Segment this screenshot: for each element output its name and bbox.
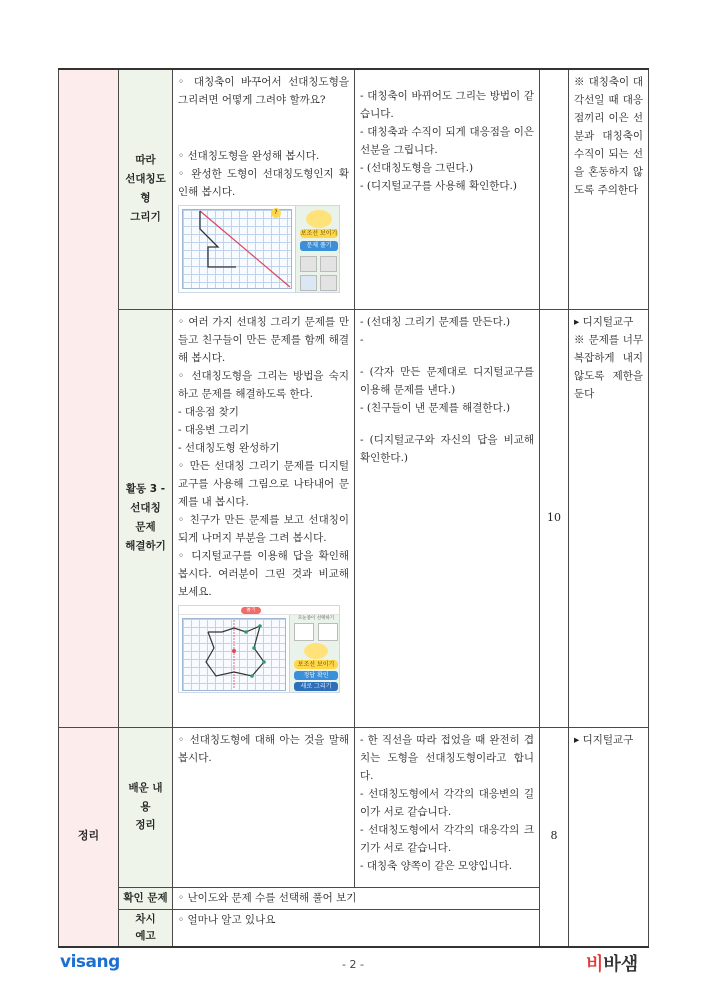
tool-side-panel — [295, 206, 340, 293]
activity-text: ◦ 친구가 만든 문제를 보고 선대칭이 되게 나머지 부분을 그려 봅시다. — [178, 514, 349, 545]
mode-pill[interactable]: 풀기 — [241, 607, 261, 614]
activity-text: ◦ 디지털교구를 이용해 답을 확인해 봅시다. 여러분이 그린 것과 비교해 보세요. — [178, 550, 349, 599]
activity-text: ◦ 선대칭도형에 대해 아는 것을 말해 봅시다. — [178, 733, 349, 764]
vertex-point[interactable] — [262, 660, 266, 664]
response-activity-3 — [355, 309, 540, 727]
note-text: ※ 문제를 너무 복잡하게 내지 않도록 제한을 둔다 — [574, 333, 643, 400]
note-text: ※ 대칭축이 대각선일 때 대응점끼리 이은 선분과 대칭축이 수직이 되는 선을 혼동하지 않도록 주의한다 — [574, 76, 643, 197]
tool-side-panel — [289, 615, 340, 693]
stage-summary: 정리 — [59, 727, 119, 947]
logo-text: 비 — [586, 954, 604, 975]
panel-title: 모눈종이 선택하기 — [297, 616, 335, 622]
sub-line: 선대칭도형 — [125, 173, 166, 205]
response-text: - (친구들이 낸 문제를 해결한다.) — [360, 401, 511, 414]
logo-text: visang — [60, 952, 120, 972]
sub-line: 따라 — [135, 154, 156, 167]
diagonal-axis-line — [200, 211, 290, 287]
response-text: - (선대칭 그리기 문제를 만든다.) — [360, 315, 511, 328]
activity-preview — [173, 909, 540, 947]
step-item: - 대응변 그리기 — [178, 423, 250, 436]
check-answer-button[interactable]: 정답 확인 — [294, 671, 338, 680]
sub-line: 그리기 — [130, 211, 161, 224]
response-text: - 대칭축이 바뀌어도 그리는 방법이 같습니다. — [360, 90, 534, 121]
activity-text: ◦ 대칭축이 바꾸어서 선대칭도형을 그리려면 어떻게 그려야 할까요? — [178, 76, 349, 107]
sub-line: 배운 내용 — [128, 781, 163, 813]
problem-drawing — [182, 618, 286, 691]
vertex-point[interactable] — [252, 646, 256, 650]
sub-line: 해결하기 — [125, 539, 166, 552]
lesson-plan-table — [58, 68, 649, 948]
note-summary — [569, 727, 649, 947]
sub-line: 선대칭 문제 — [130, 502, 161, 533]
response-text: - (선대칭도형을 그린다.) — [360, 162, 474, 175]
tool-header — [179, 606, 340, 615]
response-text: - 대칭축과 수직이 되게 대응점을 이은 선분을 그립니다. — [360, 126, 534, 157]
activity-draw — [173, 69, 355, 309]
center-point — [232, 649, 236, 653]
stage-cell-development — [59, 69, 119, 727]
screenshot-problem-tool — [178, 605, 340, 693]
row-draw-symmetric — [59, 69, 649, 309]
activity-text: ◦ 만든 선대칭 그리기 문제를 디지털교구를 사용해 그림으로 나타내어 문제를 내 봅시다. — [178, 459, 349, 508]
activity-text: ◦ 난이도와 문제 수를 선택해 풀어 보기 — [178, 891, 357, 904]
sub-line: 차시 — [135, 912, 156, 925]
response-text: - (각자 만든 문제대로 디지털교구를 이용해 문제를 낸다.) — [360, 365, 534, 396]
sub-line: 예고 — [135, 929, 156, 942]
show-guide-button[interactable]: 보조선 보이기 — [300, 230, 338, 238]
show-guide-button[interactable]: 보조선 보이기 — [294, 660, 338, 669]
activity-text: ◦ 선대칭도형을 그리는 방법을 숙지하고 문제를 해결하도록 한다. — [178, 369, 349, 400]
symmetry-drawing — [182, 209, 292, 289]
help-badge-icon[interactable]: ? — [271, 208, 281, 218]
logo-text: 바샘 — [603, 954, 639, 975]
time-summary: 8 — [540, 727, 569, 947]
activity-text: ◦ 얼마나 알고 있나요 — [178, 913, 276, 926]
given-half-shape — [200, 211, 236, 267]
bibasaem-logo — [586, 950, 638, 976]
vertex-point[interactable] — [250, 674, 254, 678]
response-summary — [355, 727, 540, 887]
sub-line: 정리 — [135, 819, 156, 832]
activity-text: ◦ 선대칭도형을 완성해 봅시다. — [178, 150, 320, 163]
step-item: - 대응점 찾기 — [178, 405, 239, 418]
sub-summary — [119, 727, 173, 887]
shape-thumb[interactable] — [300, 256, 317, 272]
mascot-icon — [304, 643, 328, 659]
response-draw — [355, 69, 540, 309]
sub-line: 활동 3 - — [125, 483, 166, 496]
sub-check: 확인 문제 — [119, 887, 173, 909]
activity-text: ◦ 여러 가지 선대칭 그리기 문제를 만들고 친구들이 만든 문제를 함께 해결해 봅시다. — [178, 315, 349, 364]
time-draw — [540, 69, 569, 309]
shape-thumb[interactable] — [320, 256, 337, 272]
response-text: - 선대칭도형에서 각각의 대응변의 길이가 서로 같습니다. — [360, 787, 534, 818]
response-text: - — [360, 333, 364, 346]
note-text: ▸ 디지털교구 — [574, 315, 634, 328]
activity-summary — [173, 727, 355, 887]
sub-preview — [119, 909, 173, 947]
redraw-button[interactable]: 새로 그리기 — [294, 682, 338, 691]
time-activity-3: 10 — [540, 309, 569, 727]
note-text: ▸ 디지털교구 — [574, 733, 634, 746]
grid-option[interactable] — [294, 623, 314, 641]
sub-activity-3 — [119, 309, 173, 727]
activity-text: ◦ 완성한 도형이 선대칭도형인지 확인해 봅시다. — [178, 168, 349, 199]
solve-problem-button[interactable]: 문제 풀기 — [300, 241, 338, 251]
mascot-icon — [306, 210, 332, 228]
response-text: - 선대칭도형에서 각각의 대응각의 크기가 서로 같습니다. — [360, 823, 534, 854]
note-draw — [569, 69, 649, 309]
response-text: - 대칭축 양쪽이 같은 모양입니다. — [360, 859, 513, 872]
response-text: - 한 직선을 따라 접었을 때 완전히 겹치는 도형을 선대칭도형이라고 합니다. — [360, 733, 534, 782]
page-number: - 2 - — [342, 958, 364, 971]
response-text: - (디지털교구를 사용해 확인한다.) — [360, 180, 517, 193]
activity-3-content — [173, 309, 355, 727]
response-text: - (디지털교구와 자신의 답을 비교해 확인한다.) — [360, 433, 534, 464]
sub-draw-symmetric — [119, 69, 173, 309]
screenshot-draw-tool — [178, 205, 340, 293]
vertex-point[interactable] — [258, 624, 262, 628]
shape-thumb[interactable] — [320, 275, 337, 291]
row-activity-3 — [59, 309, 649, 727]
note-activity-3 — [569, 309, 649, 727]
step-item: - 선대칭도형 완성하기 — [178, 441, 280, 454]
shape-thumb-selected[interactable] — [300, 275, 317, 291]
grid-option[interactable] — [318, 623, 338, 641]
vertex-point[interactable] — [244, 630, 248, 634]
row-summary — [59, 727, 649, 887]
activity-check — [173, 887, 540, 909]
